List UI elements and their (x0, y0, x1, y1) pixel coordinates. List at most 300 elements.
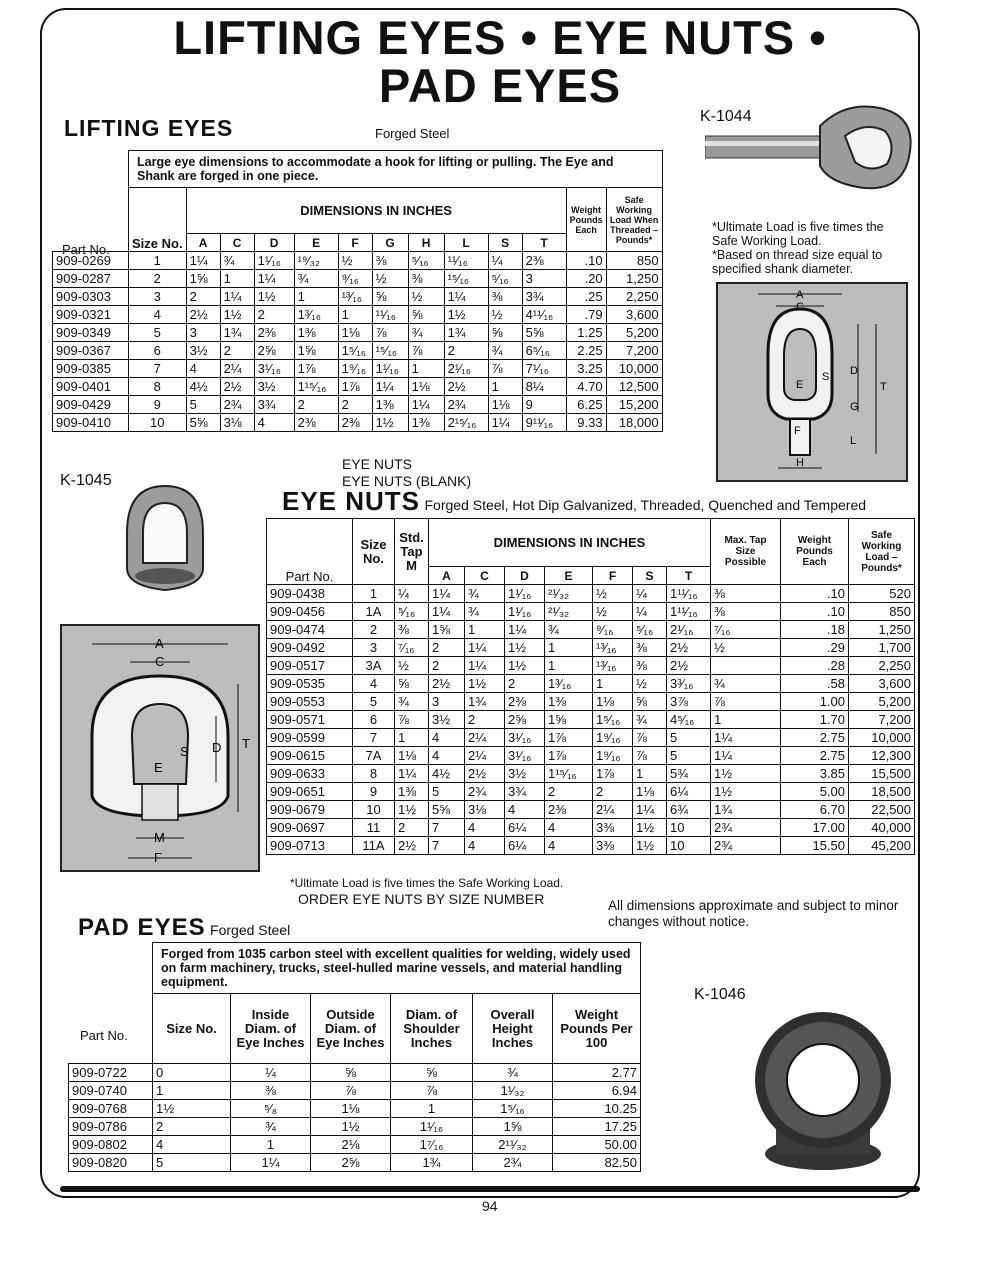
table-cell: 3⅜ (593, 819, 633, 837)
table-cell: ¾ (545, 621, 593, 639)
table-cell: ⅞ (488, 360, 522, 378)
table-cell: 1¼ (505, 621, 545, 639)
table-cell: ⅞ (311, 1082, 391, 1100)
table-cell: ⅞ (633, 747, 667, 765)
eye-nuts-heading: EYE NUTS (282, 486, 421, 516)
table-cell: 18,000 (606, 414, 662, 432)
table-cell: 3¹⁄₁₆ (505, 747, 545, 765)
table-cell: 3½ (186, 342, 220, 360)
table-cell: 1,250 (606, 270, 662, 288)
table-row (53, 306, 663, 324)
table-cell: 909-0517 (267, 657, 353, 675)
table-cell: 1⅜ (408, 414, 444, 432)
table-cell: ¹⁵⁄₁₆ (372, 342, 408, 360)
table-cell: 909-0429 (53, 396, 129, 414)
table-cell: 3 (129, 288, 187, 306)
table-cell: ⅜ (372, 252, 408, 270)
table-cell: 6 (129, 342, 187, 360)
table-cell: 1⅝ (429, 621, 465, 639)
table-cell: 17.25 (553, 1118, 641, 1136)
title-line-2: PAD EYES (378, 59, 622, 112)
table-cell: 909-0401 (53, 378, 129, 396)
table-cell: 1⅞ (593, 765, 633, 783)
table-cell: 1³⁄₁₆ (294, 306, 338, 324)
table-cell: 2⅜ (505, 693, 545, 711)
table-cell: ½ (488, 306, 522, 324)
eye-nuts-heading-row (282, 486, 866, 517)
table-cell: ⅜ (408, 270, 444, 288)
table-cell: ⁷⁄₁₆ (711, 621, 781, 639)
table-cell: ¼ (395, 585, 429, 603)
table-cell: 4 (186, 360, 220, 378)
table-cell: ½ (593, 603, 633, 621)
table-cell: 3A (353, 657, 395, 675)
diagram-label: M (154, 830, 165, 845)
table-cell: 2⅜ (545, 801, 593, 819)
eye-nut-catalog-code: K-1045 (60, 472, 112, 489)
col-header: S (633, 567, 667, 585)
table-cell: 5⅝ (522, 324, 566, 342)
table-cell: 1¼ (444, 288, 488, 306)
table-cell: 909-0802 (69, 1136, 153, 1154)
table-cell: 2½ (395, 837, 429, 855)
table-cell: 1¼ (429, 585, 465, 603)
table-cell: 1 (153, 1082, 231, 1100)
eye-nuts-load-header: Safe Working Load – Pounds* (849, 519, 915, 585)
pad-eyes-description: Forged from 1035 carbon steel with excellent qualities for welding, widely used on farm machinery, trucks, steel-hulled marine vessels, and material handling equipment. (153, 943, 641, 994)
table-cell: 5¾ (667, 765, 711, 783)
eye-nut-caption-1: EYE NUTS (342, 456, 413, 472)
table-cell: ¾ (231, 1118, 311, 1136)
table-cell: ⅜ (711, 603, 781, 621)
table-cell: 1¼ (465, 639, 505, 657)
table-cell: 909-0410 (53, 414, 129, 432)
table-cell: 6⁵⁄₁₆ (522, 342, 566, 360)
table-cell: 4 (429, 747, 465, 765)
table-cell: .79 (566, 306, 606, 324)
table-cell: 5 (153, 1154, 231, 1172)
diagram-label: A (796, 289, 804, 301)
lifting-eyes-weight-header: Weight Pounds Each (566, 188, 606, 252)
table-cell: 1³⁄₁₆ (545, 675, 593, 693)
table-cell: 1 (711, 711, 781, 729)
table-cell: 7¹⁄₁₆ (522, 360, 566, 378)
table-cell: 1¾ (444, 324, 488, 342)
table-cell: 4⁵⁄₁₆ (667, 711, 711, 729)
table-cell: ¹⁹⁄₃₂ (294, 252, 338, 270)
table-cell: 2 (444, 342, 488, 360)
table-cell: 1,700 (849, 639, 915, 657)
table-cell: 1⁵⁄₁₆ (473, 1100, 553, 1118)
table-cell: ⁵⁄₈ (231, 1100, 311, 1118)
table-cell: 909-0768 (69, 1100, 153, 1118)
table-cell: 3 (522, 270, 566, 288)
table-cell: 520 (849, 585, 915, 603)
table-cell: ⁵⁄₁₆ (395, 603, 429, 621)
table-cell: 1⅜ (395, 783, 429, 801)
diagram-label: S (822, 371, 830, 383)
table-cell: 909-0287 (53, 270, 129, 288)
table-cell: 3¾ (254, 396, 294, 414)
table-cell: ⅜ (231, 1082, 311, 1100)
table-cell: 3.85 (781, 765, 849, 783)
table-cell: 3³⁄₁₆ (667, 675, 711, 693)
table-cell: ²¹⁄₃₂ (545, 603, 593, 621)
table-cell: 1¹⁵⁄₁₆ (294, 378, 338, 396)
table-cell: 1,250 (849, 621, 915, 639)
table-cell: 1½ (220, 306, 254, 324)
table-cell: .10 (781, 585, 849, 603)
diagram-label: D (212, 740, 222, 755)
table-cell: 5 (667, 747, 711, 765)
table-cell: .58 (781, 675, 849, 693)
table-cell: 7,200 (849, 711, 915, 729)
pad-eyes-heading-row (78, 914, 290, 942)
table-cell: ⅝ (372, 288, 408, 306)
diagram-label: H (796, 457, 804, 469)
table-row (69, 1100, 641, 1118)
table-cell: 2.75 (781, 747, 849, 765)
table-cell: ⅞ (711, 693, 781, 711)
table-cell: 8 (129, 378, 187, 396)
table-cell: 1¼ (488, 414, 522, 432)
table-cell: ⁵⁄₁₆ (488, 270, 522, 288)
table-cell: 2½ (444, 378, 488, 396)
diagram-label: T (242, 736, 250, 751)
table-cell: ¾ (711, 675, 781, 693)
col-header: D (505, 567, 545, 585)
table-cell: ¼ (488, 252, 522, 270)
lifting-eye-catalog-code: K-1044 (700, 108, 752, 125)
table-row (267, 729, 915, 747)
col-header: F (338, 234, 372, 252)
table-cell: 2,250 (606, 288, 662, 306)
table-cell: 1⁹⁄₁₆ (593, 747, 633, 765)
col-header: T (522, 234, 566, 252)
diagram-label: C (796, 301, 804, 313)
table-cell: ½ (395, 657, 429, 675)
table-cell: 1⅛ (408, 378, 444, 396)
table-cell: 1 (338, 306, 372, 324)
table-cell: 22,500 (849, 801, 915, 819)
table-cell: 6 (353, 711, 395, 729)
table-cell: 1⅝ (545, 711, 593, 729)
table-cell: 909-0492 (267, 639, 353, 657)
table-cell: 909-0321 (53, 306, 129, 324)
table-cell: 2 (429, 639, 465, 657)
table-cell: 4 (254, 414, 294, 432)
table-cell: 7 (429, 819, 465, 837)
table-cell: 6¼ (505, 819, 545, 837)
table-cell: 1⅜ (545, 693, 593, 711)
table-cell: 1½ (372, 414, 408, 432)
table-cell: ⁷⁄₁₆ (395, 639, 429, 657)
table-cell: 1¾ (391, 1154, 473, 1172)
table-cell: 3⅜ (593, 837, 633, 855)
table-cell: 7 (429, 837, 465, 855)
lifting-eyes-table-wrap (52, 150, 663, 432)
table-cell: 2 (353, 621, 395, 639)
eye-nut-photo (115, 478, 215, 598)
table-cell: ¾ (408, 324, 444, 342)
table-cell: 1½ (711, 765, 781, 783)
table-cell: 909-0599 (267, 729, 353, 747)
table-row (267, 585, 915, 603)
table-cell: .10 (781, 603, 849, 621)
table-cell: 2 (338, 396, 372, 414)
table-cell: 909-0679 (267, 801, 353, 819)
table-cell (711, 657, 781, 675)
pad-eyes-part-header: Part No. (80, 1028, 128, 1043)
table-cell: 2¹⁵⁄₁₆ (444, 414, 488, 432)
eye-nuts-weight-header: Weight Pounds Each (781, 519, 849, 585)
table-cell: 1½ (311, 1118, 391, 1136)
table-cell: ¾ (465, 585, 505, 603)
col-header: H (408, 234, 444, 252)
table-cell: 1¹¹⁄₁₆ (667, 585, 711, 603)
table-row (69, 1118, 641, 1136)
table-cell: 10.25 (553, 1100, 641, 1118)
table-cell: 7 (353, 729, 395, 747)
table-cell: 5 (186, 396, 220, 414)
table-cell: 1⅜ (294, 324, 338, 342)
table-cell: 9 (129, 396, 187, 414)
table-cell: ¾ (220, 252, 254, 270)
table-cell: 3¹⁄₁₆ (254, 360, 294, 378)
table-cell: 3⅛ (220, 414, 254, 432)
table-cell: 909-0740 (69, 1082, 153, 1100)
lifting-eyes-table (52, 150, 663, 432)
table-row (267, 657, 915, 675)
table-cell: 5.00 (781, 783, 849, 801)
table-cell: ½ (711, 639, 781, 657)
table-cell: 3,600 (849, 675, 915, 693)
table-cell: ⅞ (395, 711, 429, 729)
lifting-eye-photo (705, 96, 920, 206)
table-cell: 1¼ (633, 801, 667, 819)
table-cell: 2½ (220, 378, 254, 396)
table-cell: 2¹⁄₁₆ (667, 621, 711, 639)
table-row (267, 765, 915, 783)
table-cell: ⅝ (395, 675, 429, 693)
diagram-label: G (850, 401, 859, 413)
table-cell: ²¹⁄₃₂ (545, 585, 593, 603)
table-cell: 1⁹⁄₁₆ (338, 360, 372, 378)
table-cell: ¼ (633, 603, 667, 621)
table-cell: 3¹⁄₁₆ (505, 729, 545, 747)
table-cell: 9¹¹⁄₁₆ (522, 414, 566, 432)
col-header: D (254, 234, 294, 252)
table-row (69, 1154, 641, 1172)
eye-nuts-table (266, 518, 915, 855)
table-cell: .25 (566, 288, 606, 306)
table-row (267, 783, 915, 801)
table-row (69, 1082, 641, 1100)
col-header: L (444, 234, 488, 252)
table-cell: 7 (129, 360, 187, 378)
col-header: F (593, 567, 633, 585)
col-header: E (545, 567, 593, 585)
lifting-eyes-heading: LIFTING EYES (64, 115, 234, 141)
table-cell: ⅝ (488, 324, 522, 342)
lifting-eyes-note-1: *Ultimate Load is five times the Safe Working Load. (712, 220, 884, 248)
table-cell: 1¼ (254, 270, 294, 288)
table-cell: 1⅛ (633, 783, 667, 801)
table-cell: 3⅛ (465, 801, 505, 819)
table-cell: 1 (220, 270, 254, 288)
table-cell: 909-0713 (267, 837, 353, 855)
table-cell: 2 (593, 783, 633, 801)
eye-nuts-tap-header: Std. Tap M (395, 519, 429, 585)
table-cell: 3 (353, 639, 395, 657)
table-cell: 4 (353, 675, 395, 693)
table-cell: 3¾ (505, 783, 545, 801)
table-cell: 1⅞ (338, 378, 372, 396)
table-cell: 7A (353, 747, 395, 765)
table-cell: 2 (395, 819, 429, 837)
eye-nut-captions (342, 456, 471, 490)
pad-eye-photo (748, 1004, 898, 1184)
lifting-eye-diagram (716, 282, 908, 482)
table-cell: ¾ (465, 603, 505, 621)
table-cell: 45,200 (849, 837, 915, 855)
table-cell: 909-0651 (267, 783, 353, 801)
table-cell: 3½ (429, 711, 465, 729)
table-cell: 3½ (254, 378, 294, 396)
col-header: A (429, 567, 465, 585)
table-cell: ⅞ (391, 1082, 473, 1100)
table-cell: ¾ (473, 1064, 553, 1082)
pad-eyes-shoulder-header: Diam. of Shoulder Inches (391, 994, 473, 1064)
table-row (267, 711, 915, 729)
table-cell: 909-0535 (267, 675, 353, 693)
table-cell: 1¹⁄₁₆ (505, 603, 545, 621)
table-cell: 10 (129, 414, 187, 432)
diagram-label: D (850, 365, 858, 377)
table-cell: 2 (186, 288, 220, 306)
table-cell: 12,300 (849, 747, 915, 765)
table-cell: ¹³⁄₁₆ (338, 288, 372, 306)
table-cell: 10 (667, 837, 711, 855)
table-cell: 3.25 (566, 360, 606, 378)
table-cell: 1⁵⁄₁₆ (338, 342, 372, 360)
diagram-label: C (155, 654, 165, 669)
table-cell: ⅜ (633, 657, 667, 675)
table-cell: 2¹⁄₁₆ (444, 360, 488, 378)
pad-eyes-inside-header: Inside Diam. of Eye Inches (231, 994, 311, 1064)
table-cell: 909-0571 (267, 711, 353, 729)
table-cell: 1⅝ (294, 342, 338, 360)
table-cell: ¹⁵⁄₁₆ (444, 270, 488, 288)
table-cell: 1⁷⁄₁₆ (391, 1136, 473, 1154)
table-cell: 1½ (633, 837, 667, 855)
table-cell: 6¾ (667, 801, 711, 819)
table-cell: 1 (545, 639, 593, 657)
table-cell: 1½ (633, 819, 667, 837)
table-cell: 1 (294, 288, 338, 306)
table-cell: 3 (186, 324, 220, 342)
table-cell: 909-0269 (53, 252, 129, 270)
table-cell: 2¾ (711, 837, 781, 855)
table-cell: 15,200 (606, 396, 662, 414)
table-cell: 909-0367 (53, 342, 129, 360)
table-cell: 3¾ (522, 288, 566, 306)
table-cell: 2¼ (465, 729, 505, 747)
table-cell: 1½ (254, 288, 294, 306)
table-cell: 1½ (153, 1100, 231, 1118)
eye-nuts-dimensions-header: DIMENSIONS IN INCHES (429, 519, 711, 567)
table-cell: 6.25 (566, 396, 606, 414)
table-cell: 5 (667, 729, 711, 747)
table-cell: 909-0820 (69, 1154, 153, 1172)
table-cell: 1⅞ (545, 729, 593, 747)
table-cell: 6.94 (553, 1082, 641, 1100)
table-cell: 5 (429, 783, 465, 801)
table-row (53, 378, 663, 396)
table-cell: 50.00 (553, 1136, 641, 1154)
table-row (267, 801, 915, 819)
pad-eyes-subheading: Forged Steel (210, 922, 291, 938)
table-cell: 2¼ (593, 801, 633, 819)
table-cell: 2 (505, 675, 545, 693)
table-row (267, 693, 915, 711)
table-row (69, 1136, 641, 1154)
page-number: 94 (482, 1198, 498, 1214)
table-cell: 2 (129, 270, 187, 288)
table-cell: 8 (353, 765, 395, 783)
diagram-label: L (850, 435, 857, 447)
table-row (267, 621, 915, 639)
table-cell: .10 (566, 252, 606, 270)
table-row (267, 603, 915, 621)
pad-eyes-table (68, 942, 641, 1172)
table-cell: 2.75 (781, 729, 849, 747)
table-cell: 2½ (667, 657, 711, 675)
lifting-eyes-part-header: Part No. (62, 242, 110, 257)
eye-nuts-part-header: Part No. (267, 519, 353, 585)
table-cell: 1½ (465, 675, 505, 693)
table-cell: 3⅞ (667, 693, 711, 711)
table-cell: 4½ (186, 378, 220, 396)
table-cell: 909-0786 (69, 1118, 153, 1136)
table-cell: ¾ (488, 342, 522, 360)
table-cell: 2¹¹⁄₃₂ (473, 1136, 553, 1154)
col-header: C (220, 234, 254, 252)
table-cell: 1⅞ (545, 747, 593, 765)
pad-eyes-heading: PAD EYES (78, 914, 206, 941)
table-cell: 2¼ (465, 747, 505, 765)
table-cell: 2⅜ (522, 252, 566, 270)
table-row (53, 270, 663, 288)
table-cell: ⁹⁄₁₆ (593, 621, 633, 639)
table-cell: 4 (505, 801, 545, 819)
table-cell: 4½ (429, 765, 465, 783)
table-cell: 1 (593, 675, 633, 693)
lifting-eyes-dimensions-header: DIMENSIONS IN INCHES (186, 188, 566, 234)
table-cell: 1⅛ (488, 396, 522, 414)
table-cell: 1¼ (220, 288, 254, 306)
table-cell: 11 (353, 819, 395, 837)
table-cell: 1 (391, 1100, 473, 1118)
pad-eyes-size-header: Size No. (153, 994, 231, 1064)
table-cell: ½ (372, 270, 408, 288)
table-cell: 1¹⁄₁₆ (372, 360, 408, 378)
table-cell: 1 (353, 585, 395, 603)
table-cell: 1¼ (395, 765, 429, 783)
table-cell: 2⅝ (254, 342, 294, 360)
table-row (53, 252, 663, 270)
table-cell: 850 (849, 603, 915, 621)
